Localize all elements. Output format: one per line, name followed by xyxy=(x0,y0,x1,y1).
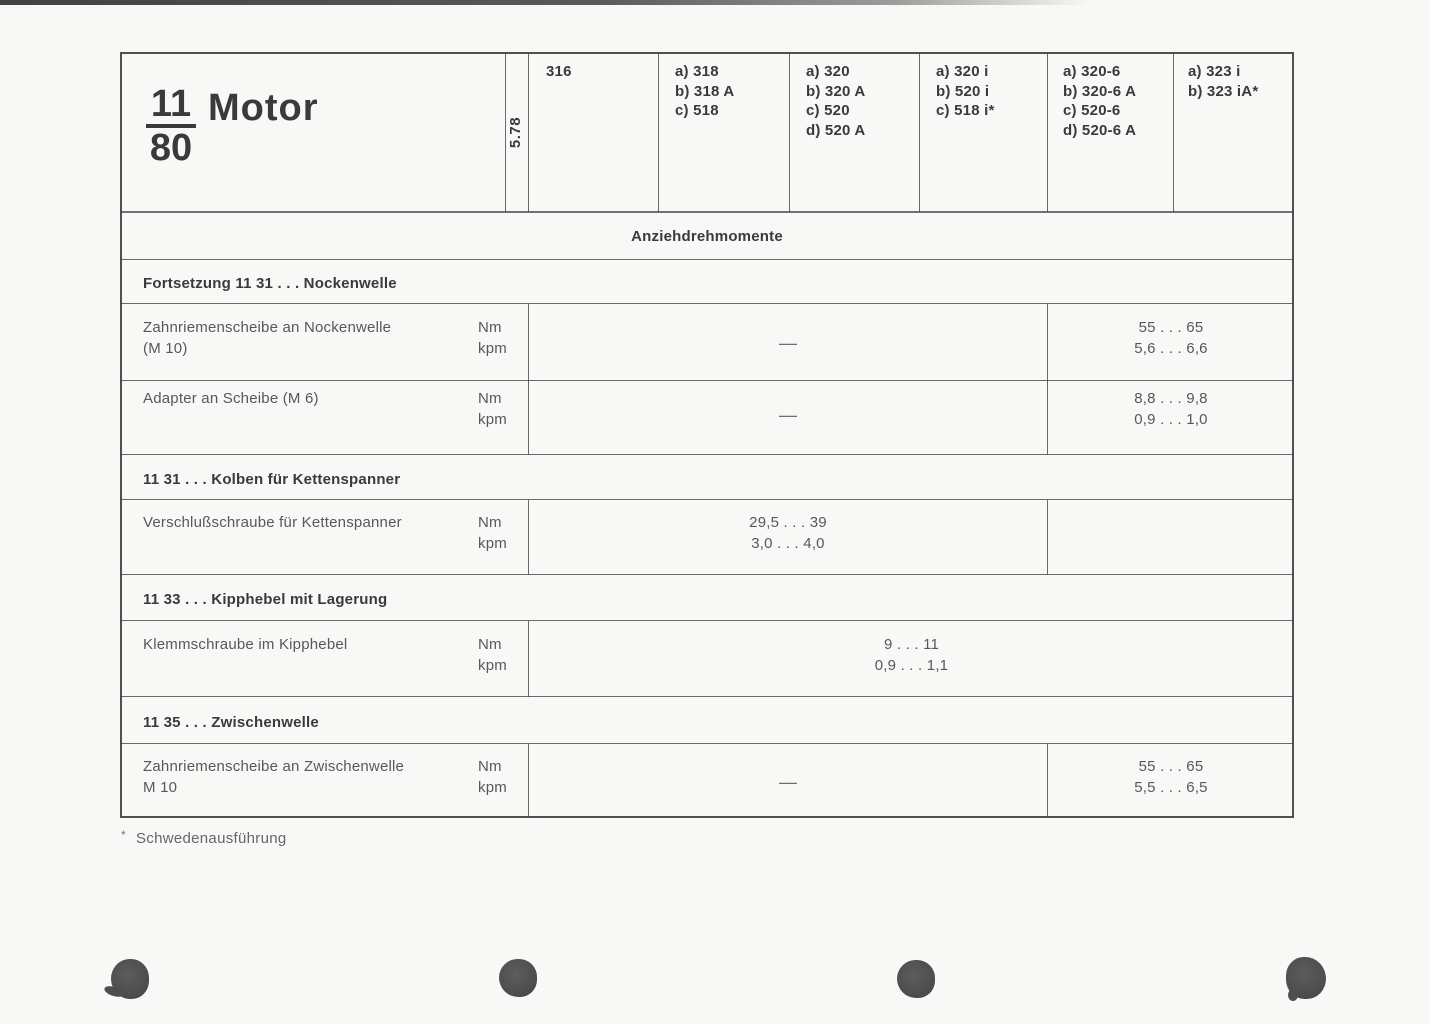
row-label-line: M 10 xyxy=(143,778,178,796)
model-name: b) 320 A xyxy=(806,82,866,100)
table-line xyxy=(120,259,1294,260)
table-line xyxy=(120,620,1294,621)
row-label-line: Adapter an Scheibe (M 6) xyxy=(143,390,319,407)
value-nm: 8,8 . . . 9,8 xyxy=(1134,390,1208,407)
value-cell xyxy=(1048,318,1294,359)
model-name: a) 318 xyxy=(675,63,719,80)
model-column-318 xyxy=(675,62,734,121)
table-line xyxy=(919,53,920,212)
row-units xyxy=(478,635,507,676)
page-number: 80 xyxy=(149,127,193,169)
value-kpm: 5,5 . . . 6,5 xyxy=(1134,778,1208,796)
table-line xyxy=(120,380,1294,381)
section-header-zwischenwelle: 11 35 . . . Zwischenwelle xyxy=(143,714,319,731)
table-title: Anziehdrehmomente xyxy=(631,228,783,245)
model-name: a) 320 i xyxy=(936,63,989,80)
model-column-320i xyxy=(936,62,995,121)
table-line xyxy=(120,743,1294,744)
table-line xyxy=(1047,500,1048,575)
page-title: Motor xyxy=(208,87,319,129)
table-line xyxy=(120,211,1294,213)
value-nm: 29,5 . . . 39 xyxy=(749,514,827,531)
edition-date: 5.78 xyxy=(507,116,525,148)
section-header-kipphebel: 11 33 . . . Kipphebel mit Lagerung xyxy=(143,591,388,608)
value-cell xyxy=(529,513,1047,554)
row-label xyxy=(143,513,473,534)
footnote-asterisk: * xyxy=(121,828,126,842)
chapter-number: 11 xyxy=(146,85,196,128)
value-nm: 55 . . . 65 xyxy=(1138,319,1204,336)
value-cell xyxy=(529,635,1294,676)
table-line xyxy=(1173,53,1174,212)
value-nm: 55 . . . 65 xyxy=(1138,758,1204,775)
unit-nm: Nm xyxy=(478,758,502,775)
punch-hole xyxy=(499,959,537,997)
row-label xyxy=(143,757,473,798)
row-label-line: Zahnriemenscheibe an Zwischenwelle xyxy=(143,758,405,775)
model-name: b) 520 i xyxy=(936,82,990,100)
unit-nm: Nm xyxy=(478,319,502,336)
model-name: a) 320-6 xyxy=(1063,63,1121,80)
row-units xyxy=(478,757,507,798)
section-header-nockenwelle: Fortsetzung 11 31 . . . Nockenwelle xyxy=(143,275,397,292)
unit-kpm: kpm xyxy=(478,534,507,552)
unit-nm: Nm xyxy=(478,390,502,407)
model-column-316 xyxy=(546,62,572,82)
table-line xyxy=(528,304,529,455)
punch-hole xyxy=(111,959,149,999)
model-name: c) 520 xyxy=(806,102,850,119)
value-cell xyxy=(1048,389,1294,430)
unit-kpm: kpm xyxy=(478,339,507,357)
table-line xyxy=(120,574,1294,575)
value-kpm: 5,6 . . . 6,6 xyxy=(1134,339,1208,357)
footnote-text: Schwedenausführung xyxy=(135,830,287,847)
punch-hole xyxy=(1286,957,1326,999)
unit-kpm: kpm xyxy=(478,656,507,674)
model-name: c) 518 xyxy=(675,102,719,119)
model-name: a) 323 i xyxy=(1188,63,1241,80)
model-column-323 xyxy=(1188,62,1258,101)
model-name: c) 518 i* xyxy=(936,102,995,119)
row-label xyxy=(143,635,473,656)
model-column-320-6 xyxy=(1063,62,1136,140)
unit-nm: Nm xyxy=(478,514,502,531)
row-units xyxy=(478,318,507,359)
model-name: b) 320-6 A xyxy=(1063,82,1137,100)
model-name: 316 xyxy=(546,63,572,80)
row-label-line: (M 10) xyxy=(143,339,188,357)
table-line xyxy=(658,53,659,212)
model-name: d) 520-6 A xyxy=(1063,121,1137,139)
section-header-kettenspanner: 11 31 . . . Kolben für Kettenspanner xyxy=(143,471,401,488)
model-name: b) 323 iA* xyxy=(1188,82,1259,100)
model-name: a) 320 xyxy=(806,63,850,80)
unit-kpm: kpm xyxy=(478,410,507,428)
value-kpm: 3,0 . . . 4,0 xyxy=(751,534,825,552)
table-line xyxy=(120,499,1294,500)
punch-hole xyxy=(897,960,935,998)
row-units xyxy=(478,389,507,430)
row-label-line: Zahnriemenscheibe an Nockenwelle xyxy=(143,319,392,336)
table-line xyxy=(120,303,1294,304)
value-dash: — xyxy=(779,405,797,425)
torque-table-frame xyxy=(120,52,1294,818)
value-kpm: 0,9 . . . 1,0 xyxy=(1134,410,1208,428)
value-dash: — xyxy=(779,772,797,792)
row-units xyxy=(478,513,507,554)
table-line xyxy=(120,696,1294,697)
row-label-line: Klemmschraube im Kipphebel xyxy=(143,636,348,653)
model-name: b) 318 A xyxy=(675,82,735,100)
table-line xyxy=(120,454,1294,455)
row-label-line: Verschlußschraube für Kettenspanner xyxy=(143,514,402,531)
footnote xyxy=(121,828,287,847)
table-line xyxy=(789,53,790,212)
model-name: c) 520-6 xyxy=(1063,102,1121,119)
model-column-320 xyxy=(806,62,865,140)
value-dash: — xyxy=(779,333,797,353)
model-name: d) 520 A xyxy=(806,121,866,139)
value-cell xyxy=(1048,757,1294,798)
unit-kpm: kpm xyxy=(478,778,507,796)
edition-date-vertical xyxy=(503,52,529,212)
value-kpm: 0,9 . . . 1,1 xyxy=(874,656,949,674)
chapter-page-fraction xyxy=(146,85,196,168)
table-line xyxy=(1047,53,1048,212)
unit-nm: Nm xyxy=(478,636,502,653)
row-label xyxy=(143,389,473,410)
scan-edge-artifact xyxy=(0,0,1090,5)
row-label xyxy=(143,318,473,359)
value-nm: 9 . . . 11 xyxy=(883,636,940,653)
